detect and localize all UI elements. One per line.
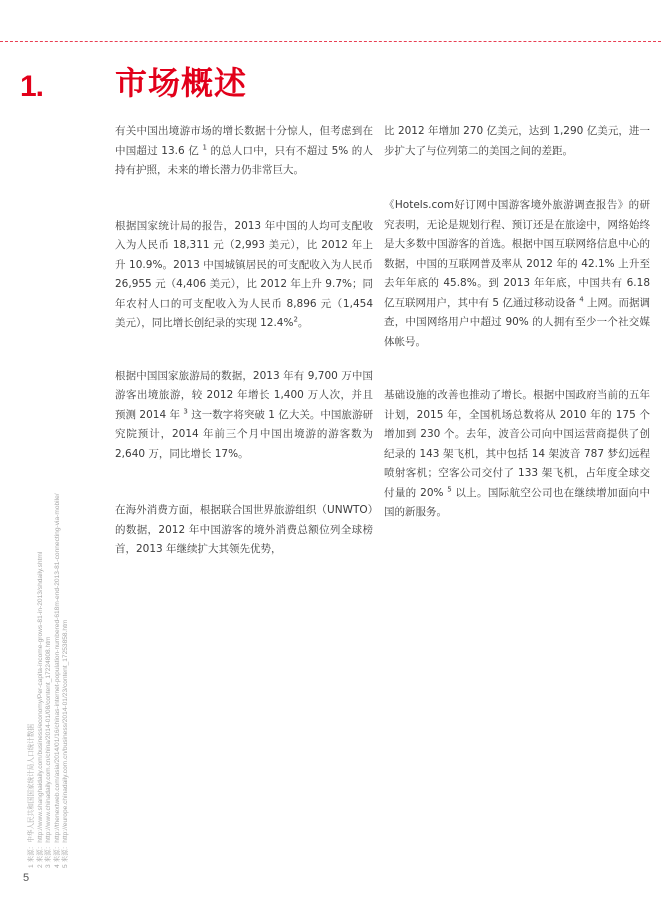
left-paragraph-1: 有关中国出境游市场的增长数据十分惊人，但考虑到在中国超过 13.6 亿 $^1$ 的总人口中，只有不超过 5% 的人持有护照，未来的增长潜力仍非常巨大。 [115, 125, 373, 176]
left-footnote-ref: 3 [183, 407, 188, 415]
left-paragraph-2: 根据国家统计局的报告，2013 年中国的人均可支配收入为人民币 18,311 元（2,993 美元），比 2012 年上升 10.9%。2013 中国城镇居民的可支配收入为人民币 26,955 元（4,406 美元），比 2012 年上升 9.7%；同年农村人口的可支配收入为人民币 8,896 元（1,454 美元），同比增长创纪录的实现 12.4%$^2$。 [115, 219, 373, 329]
page-number: 5 [23, 872, 30, 884]
left-footnote-ref: 1 [202, 143, 207, 151]
left-paragraph-3: 根据中国国家旅游局的数据，2013 年有 9,700 万中国游客出境旅游，较 2012 年增长 1,400 万人次，并且预测 2014 年 $^3$ 这一数字将突破 1 亿大关。中国旅游研究院预计，2014 年前三个月中国出境游的游客数为 2,640 万，同比增长 17%。 [115, 369, 373, 460]
footnote-5: 5 来源：http://europe.chinadaily.com.cn/business/2014-01/23/content_17253858.htm [62, 619, 70, 868]
top-dashed-rule [0, 41, 661, 42]
right-footnote-ref: 5 [447, 485, 452, 493]
footnote-4: 4 来源：http://thenextweb.com/asia/2014/01/16/chinas-internet-population-numbered-618m-end-2013-81-connecting-via-mobile/ [53, 493, 61, 868]
footnote-3: 3 来源：http://www.chinadaily.com.cn/china/2014-01/08/content_17224808.htm [45, 636, 53, 868]
section-number: 1. [20, 70, 44, 103]
right-footnote-ref: 4 [579, 295, 584, 303]
left-footnote-ref: 2 [293, 315, 298, 324]
left-paragraph-4: 在海外消费方面，根据联合国世界旅游组织（UNWTO）的数据，2012 年中国游客的境外消费总额位列全球榜首，2013 年继续扩大其领先优势， [115, 504, 373, 555]
right-paragraph-3: 基础设施的改善也推动了增长。根据中国政府当前的五年计划，2015 年，全国机场总数将从 2010 年的 175 个增加到 230 个。去年，波音公司向中国运营商提供了创纪录的 143 架飞机，其中包括 14 架波音 787 梦幻远程喷射客机；空客公司交付了 133 架飞机，占年度全球交付量的 20% $^5$ 以上。国际航空公司也在继续增加面向中国的新服务。 [384, 389, 650, 518]
footnotes-rotated [28, 348, 71, 868]
right-paragraph-1: 比 2012 年增加 270 亿美元，达到 1,290 亿美元，进一步扩大了与位列第二的美国之间的差距。 [384, 125, 650, 157]
right-column [384, 122, 650, 523]
section-title: 市场概述 [115, 64, 248, 102]
right-paragraph-2: 《Hotels.com好订网中国游客境外旅游调查报告》的研究表明，无论是规划行程、预订还是在旅途中，网络始终是大多数中国游客的首选。根据中国互联网络信息中心的数据，中国的互联网普及率从 2012 年的 42.1% 上升至去年年底的 45.8%。到 2013 年年底，中国共有 6.18 亿互联网用户，其中有 5 亿通过移动设备 $^4$ 上网。而据调查，中国网络用户中超过 90% 的人拥有至少一个社交媒体帐号。 [384, 199, 651, 348]
footnote-1: 1 来源：中华人民共和国国家统计局人口统计数据 [28, 724, 35, 868]
footnote-2: 2 来源：http://www.shanghaidaily.com/business/economy/Per-capita-income-grows-81-in-2013/shdaily.shtml [36, 551, 44, 868]
left-column [115, 122, 373, 560]
